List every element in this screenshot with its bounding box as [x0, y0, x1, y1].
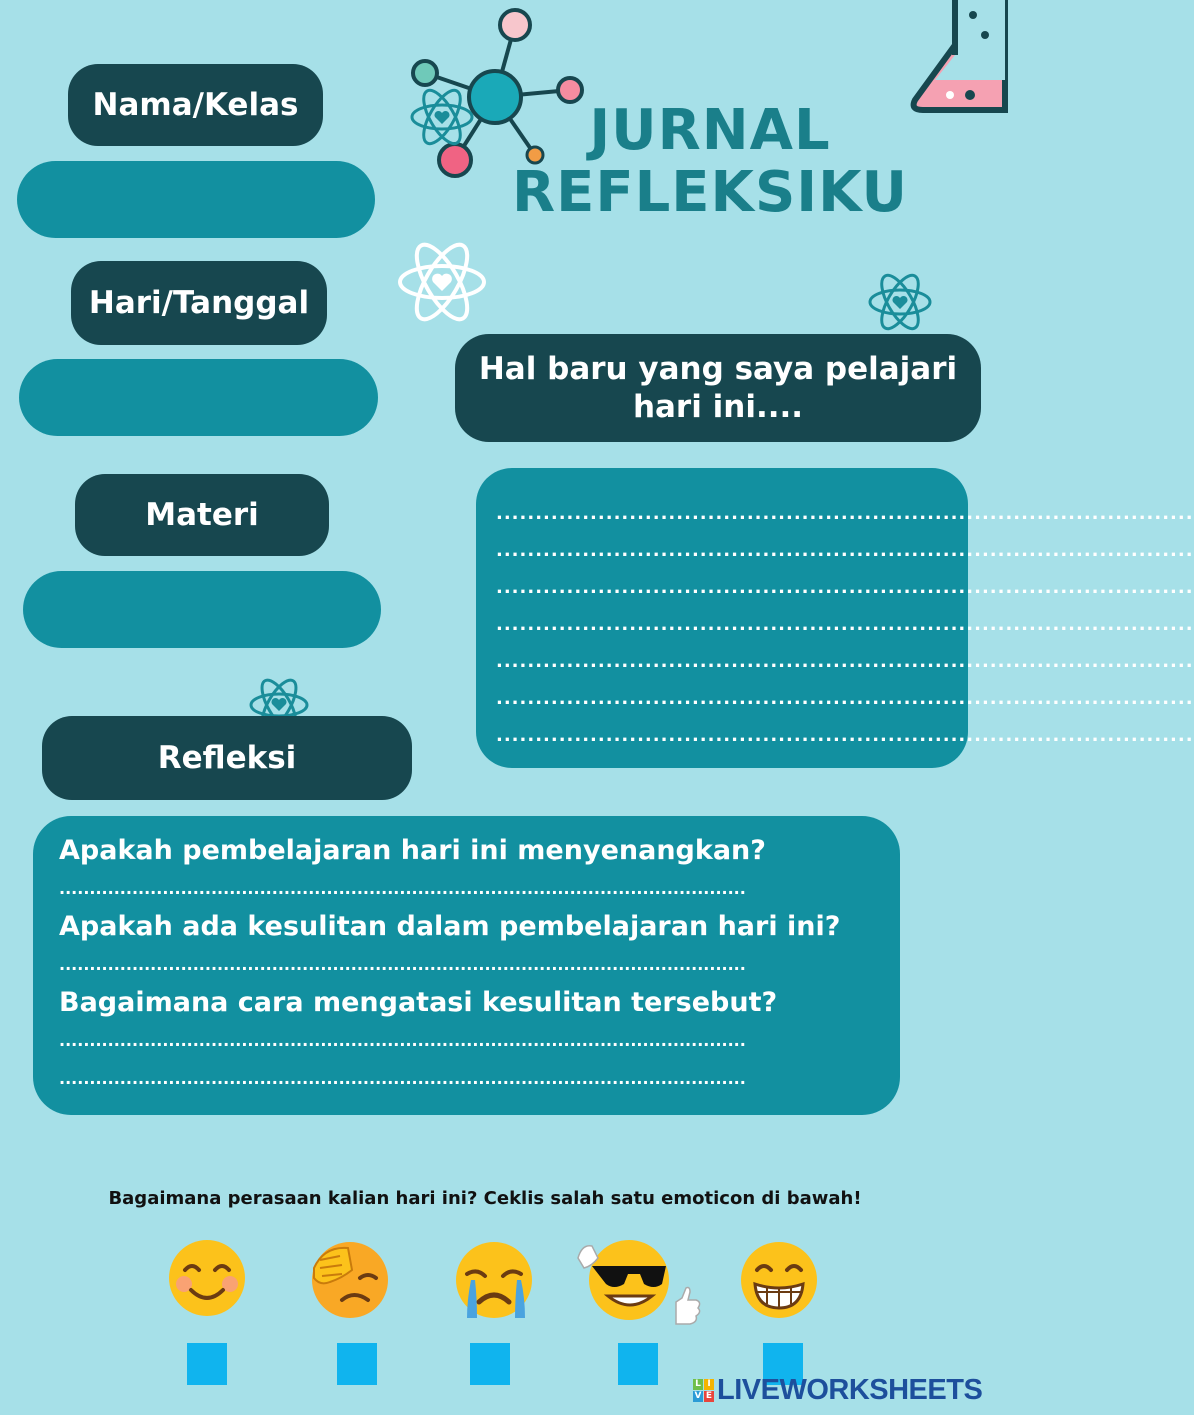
grinning-face-icon[interactable]	[739, 1240, 819, 1320]
refleksi-answer-line: .................................................................................................................	[59, 955, 746, 974]
mood-checkbox-4[interactable]	[618, 1343, 658, 1385]
hari-tanggal-field[interactable]	[19, 359, 378, 436]
materi-label-text: Materi	[145, 497, 259, 533]
atom-icon	[868, 268, 932, 336]
refleksi-question-3: Bagaimana cara mengatasi kesulitan tersebut?	[59, 987, 778, 1018]
hari-tanggal-label	[71, 261, 327, 345]
liveworksheets-badge-icon: L I V E	[694, 1379, 713, 1401]
learned-line: .........................................................................................	[496, 725, 1194, 746]
atom-icon	[410, 82, 474, 152]
liveworksheets-logo	[693, 1374, 982, 1407]
learned-heading-line-1: Hal baru yang saya pelajari	[478, 351, 958, 387]
nama-kelas-label	[68, 64, 323, 146]
learned-line: .........................................................................................	[496, 651, 1194, 672]
refleksi-box[interactable]	[33, 816, 900, 1115]
nama-kelas-field[interactable]	[17, 161, 375, 238]
learned-line: .........................................................................................	[496, 688, 1194, 709]
materi-label	[75, 474, 329, 556]
hari-tanggal-label-text: Hari/Tanggal	[88, 285, 310, 321]
learned-line: .........................................................................................	[496, 503, 1194, 524]
refleksi-content	[59, 832, 849, 1098]
learned-line: .........................................................................................	[496, 540, 1194, 561]
learned-line: .........................................................................................	[496, 614, 1194, 635]
refleksi-answer-line: .................................................................................................................	[59, 1069, 746, 1088]
sunglasses-face-icon[interactable]	[572, 1236, 710, 1332]
refleksi-question-1: Apakah pembelajaran hari ini menyenangkan?	[59, 835, 766, 866]
refleksi-answer-line: .................................................................................................................	[59, 879, 746, 898]
refleksi-question-2: Apakah ada kesulitan dalam pembelajaran hari ini?	[59, 911, 841, 942]
title-line-2: REFLEKSIKU	[511, 160, 908, 225]
refleksi-label	[42, 716, 412, 800]
learned-heading-line-2: hari ini....	[632, 389, 804, 425]
learned-heading	[455, 334, 981, 442]
mood-prompt: Bagaimana perasaan kalian hari ini? Ceklis salah satu emoticon di bawah!	[108, 1188, 862, 1209]
page-title	[500, 100, 920, 224]
materi-field[interactable]	[23, 571, 381, 648]
learned-box[interactable]	[476, 468, 1194, 768]
nama-kelas-label-text: Nama/Kelas	[92, 87, 299, 123]
refleksi-answer-line: .................................................................................................................	[59, 1031, 746, 1050]
mood-checkbox-2[interactable]	[337, 1343, 377, 1385]
crying-face-icon[interactable]	[451, 1238, 537, 1322]
learned-lines	[496, 495, 1194, 754]
refleksi-label-text: Refleksi	[157, 740, 297, 776]
flask-icon	[905, 0, 1005, 120]
liveworksheets-text: LIVEWORKSHEETS	[717, 1374, 983, 1406]
atom-icon	[398, 235, 486, 329]
smiling-face-icon[interactable]	[167, 1238, 247, 1318]
learned-line: .........................................................................................	[496, 577, 1194, 598]
facepalm-face-icon[interactable]	[306, 1238, 392, 1322]
title-line-1: JURNAL	[589, 98, 831, 163]
mood-checkbox-3[interactable]	[470, 1343, 510, 1385]
mood-checkbox-1[interactable]	[187, 1343, 227, 1385]
